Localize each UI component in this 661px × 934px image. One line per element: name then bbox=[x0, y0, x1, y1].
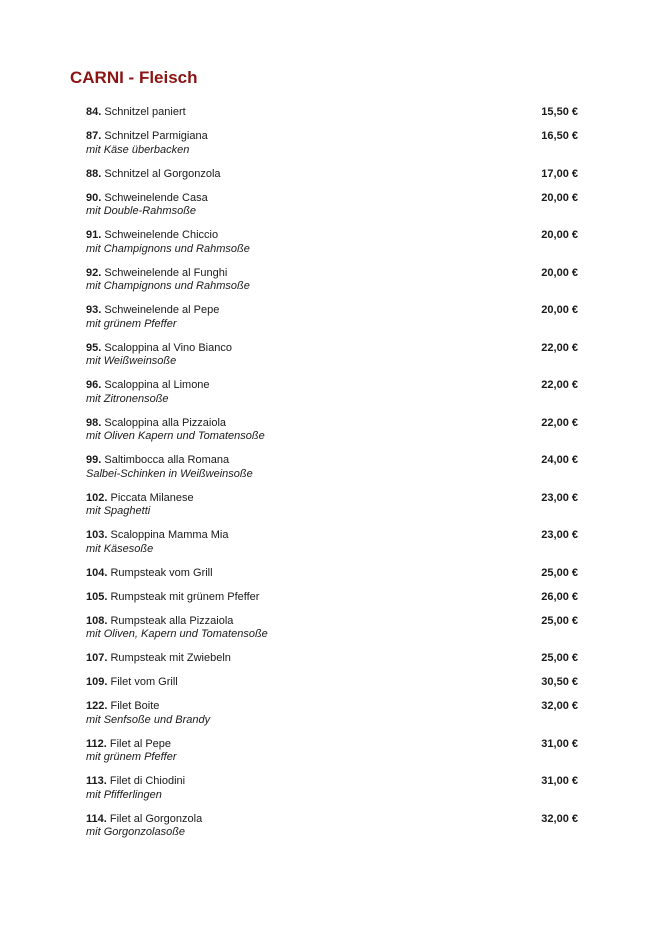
menu-item bbox=[86, 615, 578, 642]
item-price: 25,00 € bbox=[541, 566, 578, 579]
item-number: 91. bbox=[86, 229, 102, 241]
item-number: 107. bbox=[86, 652, 108, 664]
menu-item bbox=[86, 417, 578, 444]
item-name: Scaloppina Mamma Mia bbox=[110, 529, 229, 541]
item-description: mit Gorgonzolasoße bbox=[86, 826, 186, 838]
item-number: 95. bbox=[86, 341, 102, 354]
menu-item bbox=[86, 130, 578, 157]
item-price: 24,00 € bbox=[541, 454, 578, 466]
menu-item bbox=[86, 229, 578, 256]
menu-item-title bbox=[86, 492, 578, 506]
item-number: 108. bbox=[86, 614, 108, 627]
item-number: 105. bbox=[86, 590, 108, 603]
menu-item bbox=[86, 591, 578, 605]
menu-item-title bbox=[86, 106, 578, 120]
menu-item-title bbox=[86, 130, 578, 144]
item-name: Filet vom Grill bbox=[110, 676, 178, 688]
item-number: 87. bbox=[86, 130, 102, 142]
item-number: 88. bbox=[86, 167, 102, 180]
item-number: 98. bbox=[86, 416, 102, 429]
item-price: 20,00 € bbox=[541, 304, 578, 316]
menu-item bbox=[86, 775, 578, 802]
item-price: 25,00 € bbox=[541, 652, 578, 664]
item-number: 112. bbox=[86, 737, 107, 750]
menu-item-title bbox=[86, 813, 578, 827]
menu-item-title bbox=[86, 529, 578, 543]
item-description: mit Champignons und Rahmsoße bbox=[86, 242, 250, 255]
menu-item bbox=[86, 700, 578, 727]
menu-item-title bbox=[86, 454, 578, 468]
item-name: Filet di Chiodini bbox=[109, 775, 186, 787]
item-description: mit Champignons und Rahmsoße bbox=[86, 280, 250, 292]
item-name: Piccata Milanese bbox=[110, 491, 194, 504]
item-number: 102. bbox=[86, 491, 108, 504]
item-number: 103. bbox=[86, 529, 108, 541]
item-description: mit Zitronensoße bbox=[86, 392, 169, 405]
item-price: 15,50 € bbox=[541, 106, 578, 118]
item-price: 20,00 € bbox=[541, 191, 578, 204]
item-price: 32,00 € bbox=[541, 812, 578, 825]
item-price: 23,00 € bbox=[541, 491, 578, 504]
item-number: 109. bbox=[86, 676, 108, 688]
item-price: 26,00 € bbox=[541, 590, 578, 603]
item-description: mit Oliven, Kapern und Tomatensoße bbox=[86, 628, 268, 640]
item-number: 114. bbox=[86, 812, 107, 825]
menu-item bbox=[86, 738, 578, 765]
item-price: 20,00 € bbox=[541, 229, 578, 241]
item-number: 92. bbox=[86, 266, 102, 279]
item-description: mit Weißweinsoße bbox=[86, 355, 177, 367]
menu-item-title bbox=[86, 304, 578, 318]
item-number: 122. bbox=[86, 700, 108, 712]
menu-item-title bbox=[86, 168, 578, 182]
item-name: Saltimbocca alla Romana bbox=[104, 454, 230, 466]
menu-item bbox=[86, 492, 578, 519]
item-name: Rumpsteak mit Zwiebeln bbox=[110, 652, 231, 664]
item-name: Scaloppina al Vino Bianco bbox=[104, 341, 232, 354]
menu-item-title bbox=[86, 379, 578, 393]
item-description: mit Pfifferlingen bbox=[86, 788, 162, 801]
item-number: 113. bbox=[86, 775, 107, 787]
item-number: 96. bbox=[86, 379, 102, 391]
item-name: Schnitzel Parmigiana bbox=[104, 130, 208, 142]
menu-item bbox=[86, 267, 578, 294]
item-name: Filet al Gorgonzola bbox=[109, 812, 203, 825]
menu-item-title bbox=[86, 700, 578, 714]
menu-item-title bbox=[86, 591, 578, 605]
item-name: Rumpsteak alla Pizzaiola bbox=[110, 614, 234, 627]
item-price: 16,50 € bbox=[541, 130, 578, 142]
item-price: 20,00 € bbox=[541, 266, 578, 279]
item-description: mit Käsesoße bbox=[86, 542, 154, 555]
item-number: 93. bbox=[86, 304, 102, 316]
item-price: 22,00 € bbox=[541, 379, 578, 391]
item-number: 90. bbox=[86, 191, 102, 204]
menu-item bbox=[86, 192, 578, 219]
item-number: 104. bbox=[86, 566, 108, 579]
menu-item bbox=[86, 676, 578, 690]
item-description: mit Senfsoße und Brandy bbox=[86, 713, 211, 726]
menu-item-title bbox=[86, 267, 578, 281]
menu-item bbox=[86, 529, 578, 556]
menu-item bbox=[86, 379, 578, 406]
item-description: mit grünem Pfeffer bbox=[86, 317, 177, 330]
menu-item-title bbox=[86, 738, 578, 752]
menu-item bbox=[86, 454, 578, 481]
item-name: Schweinelende al Funghi bbox=[104, 266, 228, 279]
menu-item-title bbox=[86, 652, 578, 666]
menu-list bbox=[86, 106, 578, 850]
item-description: mit Spaghetti bbox=[86, 505, 151, 517]
menu-item bbox=[86, 304, 578, 331]
item-name: Rumpsteak mit grünem Pfeffer bbox=[110, 590, 260, 603]
menu-item-title bbox=[86, 567, 578, 581]
menu-item-title bbox=[86, 192, 578, 206]
item-name: Scaloppina al Limone bbox=[104, 379, 210, 391]
item-number: 99. bbox=[86, 454, 102, 466]
item-name: Schnitzel al Gorgonzola bbox=[104, 167, 221, 180]
item-price: 32,00 € bbox=[541, 700, 578, 712]
menu-item bbox=[86, 567, 578, 581]
menu-item bbox=[86, 342, 578, 369]
item-price: 22,00 € bbox=[541, 341, 578, 354]
item-price: 22,00 € bbox=[541, 416, 578, 429]
section-title: CARNI - Fleisch bbox=[70, 68, 198, 87]
item-price: 31,00 € bbox=[541, 775, 578, 787]
menu-item-title bbox=[86, 615, 578, 629]
menu-item bbox=[86, 168, 578, 182]
item-number: 84. bbox=[86, 106, 102, 118]
item-description: mit grünem Pfeffer bbox=[86, 751, 177, 763]
menu-item-title bbox=[86, 775, 578, 789]
item-price: 25,00 € bbox=[541, 614, 578, 627]
item-name: Filet Boite bbox=[110, 700, 160, 712]
item-name: Schweinelende al Pepe bbox=[104, 304, 220, 316]
item-name: Filet al Pepe bbox=[109, 737, 172, 750]
menu-item-title bbox=[86, 342, 578, 356]
item-description: mit Oliven Kapern und Tomatensoße bbox=[86, 430, 265, 442]
item-description: mit Käse überbacken bbox=[86, 143, 190, 156]
item-description: mit Double-Rahmsoße bbox=[86, 205, 197, 217]
item-price: 23,00 € bbox=[541, 529, 578, 541]
item-price: 17,00 € bbox=[541, 167, 578, 180]
menu-item-title bbox=[86, 676, 578, 690]
item-name: Schweinelende Chiccio bbox=[104, 229, 219, 241]
menu-item bbox=[86, 652, 578, 666]
menu-item-title bbox=[86, 417, 578, 431]
item-price: 31,00 € bbox=[541, 737, 578, 750]
menu-item bbox=[86, 813, 578, 840]
menu-item-title bbox=[86, 229, 578, 243]
item-price: 30,50 € bbox=[541, 676, 578, 688]
item-name: Scaloppina alla Pizzaiola bbox=[104, 416, 227, 429]
item-name: Schweinelende Casa bbox=[104, 191, 208, 204]
menu-item bbox=[86, 106, 578, 120]
item-description: Salbei-Schinken in Weißweinsoße bbox=[86, 467, 253, 480]
item-name: Rumpsteak vom Grill bbox=[110, 566, 213, 579]
item-name: Schnitzel paniert bbox=[104, 106, 186, 118]
